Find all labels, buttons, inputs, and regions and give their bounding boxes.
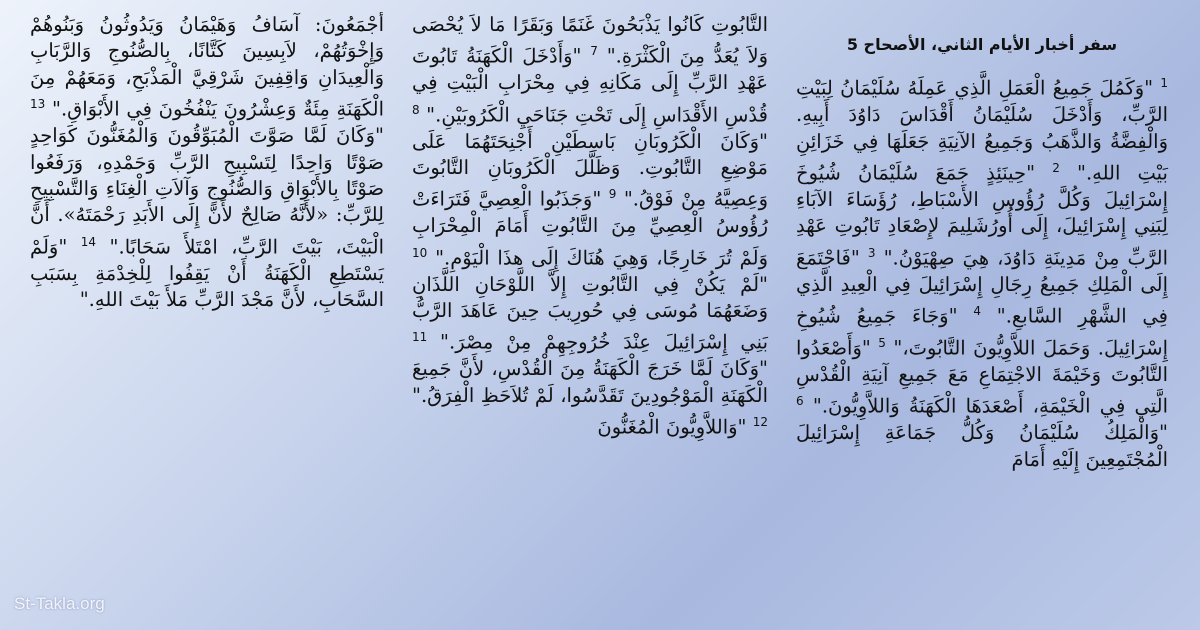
chapter-title: سفر أخبار الأيام الثاني، الأصحاح 5	[846, 35, 1118, 54]
verse-text: "وَجَذَبُوا الْعِصِيَّ فَتَرَاءَتْ رُؤُوسُ الْعِصِيِّ مِنَ التَّابُوتِ أَمَامَ الْمِحْرَابِ وَلَمْ تُرَ خَارِجًا، وَهِيَ هُنَاكَ إِلَى هذَا الْيَوْمِ."	[412, 187, 768, 270]
verse-number: 8	[412, 102, 420, 117]
verse-number: 13	[30, 97, 46, 112]
text-column-1	[782, 12, 1180, 610]
verse-text: أَجْمَعُونَ: آسَافُ وَهَيْمَانُ وَيَدُوثُونُ وَبَنُوهُمْ وَإِخْوَتُهُمْ، لاَبِسِينَ كَتَّانًا، بِالصُّنُوجِ وَالرَّبَابِ وَالْعِيدَانِ وَاقِفِينَ شَرْقِيَّ الْمَذْبَحِ، وَمَعَهُمْ مِنَ الْكَهَنَةِ مِئَةٌ وَعِشْرُونَ يَنْفُخُونَ فِي الأَبْوَاقِ."	[30, 13, 385, 121]
verse-text: "فَاجْتَمَعَ إِلَى الْمَلِكِ جَمِيعُ رِجَالِ إِسْرَائِيلَ فِي الْعِيدِ الَّذِي فِي الشَّهْرِ السَّابعِ."	[796, 246, 1168, 328]
verse-number: 7	[590, 44, 598, 59]
watermark: St-Takla.org	[14, 594, 105, 613]
verse-text: "حِينَئِذٍ جَمَعَ سُلَيْمَانُ شُيُوخَ إِسْرَائِيلَ وَكُلَّ رُؤُوسِ الأَسْبَاطِ، رُؤَسَاءَ الآبَاءِ لِبَنِي إِسْرَائِيلَ، إِلَى أُورُشَلِيمَ لإِصْعَادِ تَابُوتِ عَهْدِ الرَّبِّ مِنْ مَدِينَةِ دَاوُدَ، هِيَ صِهْيَوْنُ."	[796, 161, 1168, 270]
verse-number: 6	[796, 394, 804, 409]
verse-number: 4	[973, 304, 981, 319]
verse-text: "وَأَصْعَدُوا التَّابُوتَ وَخَيْمَةَ الاجْتِمَاعِ مَعَ جَمِيعِ آنِيَةِ الْقُدْسِ الَّتِي فِي الْخَيْمَةِ، أَصْعَدَهَا الْكَهَنَةُ وَاللاَّوِيُّونَ."	[796, 336, 1169, 418]
text-column-2	[398, 12, 782, 610]
verse-text: "وَلَمْ يَسْتَطِعِ الْكَهَنَةُ أَنْ يَقِفُوا لِلْخِدْمَةِ بِسَبَبِ السَّحَابِ، لأَنَّ مَجْدَ الرَّبِّ مَلأَ بَيْتَ اللهِ."	[30, 235, 384, 312]
verse-text: "وَكَمُلَ جَمِيعُ الْعَمَلِ الَّذِي عَمِلَهُ سُلَيْمَانُ لِبَيْتِ الرَّبِّ، وَأَدْخَلَ سُلَيْمَانُ أَقْدَاسَ دَاوُدَ أَبِيهِ. وَالْفِضَّةُ وَالذَّهَبُ وَجَمِيعُ الآنِيَةِ جَعَلَهَا فِي خَزَائِنِ بَيْتِ اللهِ."	[796, 76, 1168, 185]
verse-text: "وَاللاَّوِيُّونَ الْمُغَنُّونَ	[597, 415, 747, 439]
text-column-3	[20, 12, 398, 610]
verse-number: 12	[752, 415, 768, 430]
verse-number: 5	[878, 336, 886, 351]
verse-number: 1	[1160, 76, 1168, 91]
verse-text: التَّابُوتِ كَانُوا يَذْبَحُونَ غَنَمًا وَبَقَرًا مَا لاَ يُحْصَى وَلاَ يُعَدُّ مِنَ الْكَثْرَةِ."	[412, 13, 769, 68]
verse-number: 10	[412, 245, 428, 260]
verse-number: 14	[80, 234, 97, 249]
verse-text: "وَكَانَ لَمَّا صَوَّتَ الْمُبَوِّقُونَ وَالْمُغَنُّونَ كَوَاحِدٍ صَوْتًا وَاحِدًا لِتَسْبِيحِ الرَّبِّ وَحَمْدِهِ، وَرَفَعُوا صَوْتًا بِالأَبْوَاقِ وَالصُّنُوجِ وَآلاَتِ الْغِنَاءِ وَالتَّسْبِيحِ لِلرَّبِّ: «لأَنَّهُ صَالِحٌ لأَنَّ إِلَى الأَبَدِ رَحْمَتَهُ». أَنَّ الْبَيْتَ، بَيْتَ الرَّبِّ، امْتَلأَ سَحَابًا."	[30, 124, 384, 259]
verse-number: 11	[412, 330, 428, 345]
verse-text: "وَأَدْخَلَ الْكَهَنَةُ تَابُوتَ عَهْدِ الرَّبِّ إِلَى مَكَانِهِ فِي مِحْرَابِ الْبَيْتِ فِي قُدْسِ الأَقْدَاسِ إِلَى تَحْتِ جَنَاحَيِ الْكَرُوبَيْنِ."	[412, 44, 768, 127]
verse-number: 2	[1052, 161, 1060, 176]
verse-text: "وَكَانَ لَمَّا خَرَجَ الْكَهَنَةُ مِنَ الْقُدْسِ، لأَنَّ جَمِيعَ الْكَهَنَةِ الْمَوْجُودِينَ تَقَدَّسُوا، لَمْ تُلاَحَظِ الْفِرَقُ."	[412, 357, 768, 407]
verse-text: "لَمْ يَكُنْ فِي التَّابُوتِ إِلاَّ اللَّوْحَانِ اللَّذَانِ وَضَعَهُمَا مُوسَى فِي حُورِيبَ حِينَ عَاهَدَ الرَّبُّ بَنِي إِسْرَائِيلَ عِنْدَ خُرُوجِهِمْ مِنْ مِصْرَ."	[412, 272, 768, 354]
verse-text: "وَالْمَلِكُ سُلَيْمَانُ وَكُلُّ جَمَاعَةِ إِسْرَائِيلَ الْمُجْتَمِعِينَ إِلَيْهِ أَمَامَ	[796, 421, 1168, 471]
verse-number: 3	[867, 245, 876, 260]
verse-text: "وَجَاءَ جَمِيعُ شُيُوخِ إِسْرَائِيلَ. وَحَمَلَ اللاَّوِيُّونَ التَّابُوتَ،"	[796, 304, 1168, 360]
verse-text: "وَكَانَ الْكَرُوبَانِ بَاسِطَيْنِ أَجْنِحَتَهُمَا عَلَى مَوْضِعِ التَّابُوتِ. وَظَلَّلَ الْكَرُوبَانِ التَّابُوتَ وَعِصِيَّهُ مِنْ فَوْقُ."	[412, 129, 768, 211]
verse-number: 9	[608, 187, 617, 202]
